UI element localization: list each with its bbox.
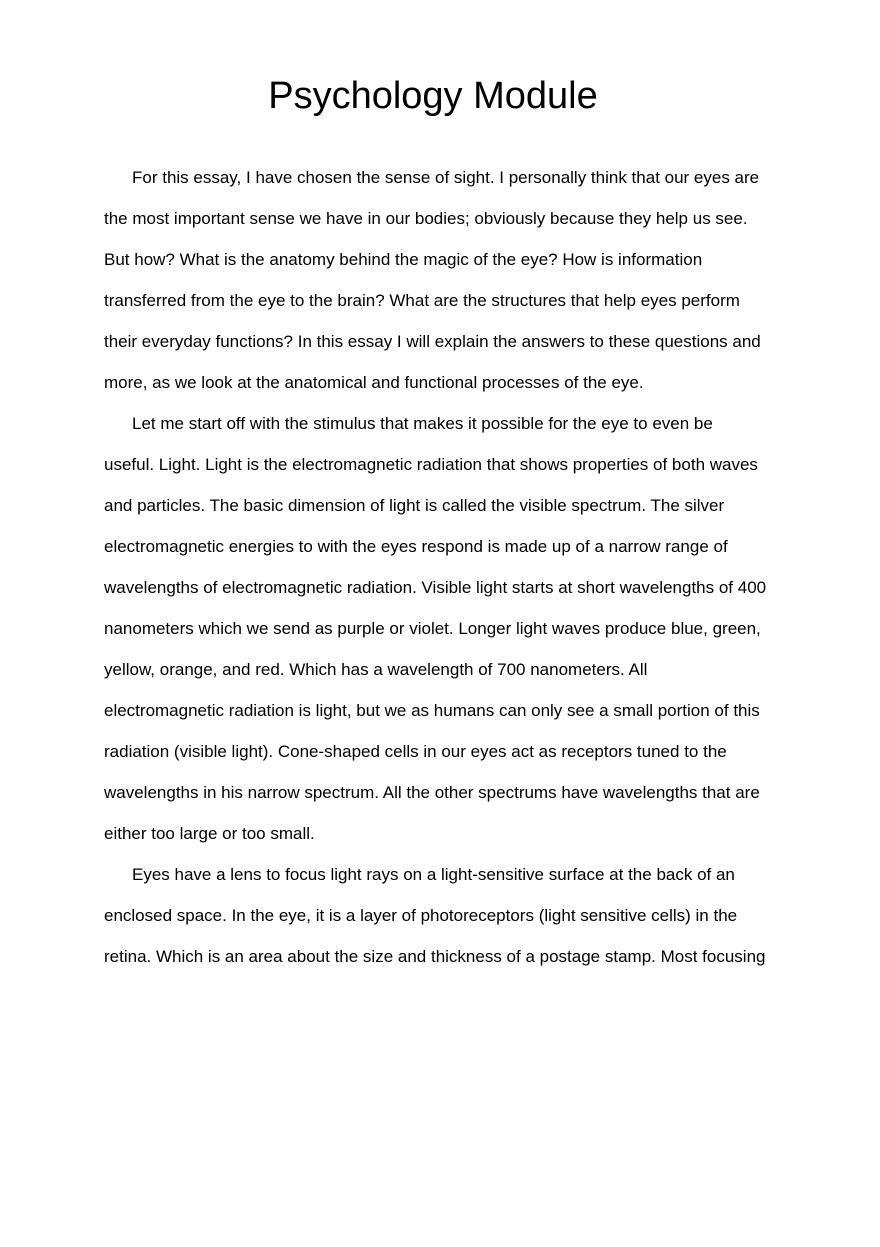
text-line: radiation (visible light). Cone-shaped cells in our eyes act as receptors tuned to the xyxy=(104,742,727,761)
page-title: Psychology Module xyxy=(268,75,598,117)
text-line: retina. Which is an area about the size and thickness of a postage stamp. Most focusing xyxy=(104,947,766,966)
text-line: more, as we look at the anatomical and functional processes of the eye. xyxy=(104,373,644,392)
text-line: Let me start off with the stimulus that makes it possible for the eye to even be xyxy=(132,414,713,433)
text-line: Eyes have a lens to focus light rays on a light-sensitive surface at the back of an xyxy=(132,865,735,884)
text-line: and particles. The basic dimension of light is called the visible spectrum. The silver xyxy=(104,496,725,515)
text-line: either too large or too small. xyxy=(104,824,315,843)
text-line: their everyday functions? In this essay I will explain the answers to these questions and xyxy=(104,332,761,351)
text-line: wavelengths in his narrow spectrum. All the other spectrums have wavelengths that are xyxy=(104,783,760,802)
paragraph-lens xyxy=(104,854,804,977)
text-line: electromagnetic energies to with the eyes respond is made up of a narrow range of xyxy=(104,537,728,556)
text-line: enclosed space. In the eye, it is a layer of photoreceptors (light sensitive cells) in the xyxy=(104,906,738,925)
text-line: the most important sense we have in our bodies; obviously because they help us see. xyxy=(104,209,748,228)
text-line: electromagnetic radiation is light, but we as humans can only see a small portion of this xyxy=(104,701,760,720)
text-line: But how? What is the anatomy behind the magic of the eye? How is information xyxy=(104,250,703,269)
text-line: wavelengths of electromagnetic radiation. Visible light starts at short wavelengths of 400 xyxy=(104,578,767,597)
essay-body xyxy=(104,157,804,977)
text-line: transferred from the eye to the brain? What are the structures that help eyes perform xyxy=(104,291,740,310)
text-line: yellow, orange, and red. Which has a wavelength of 700 nanometers. All xyxy=(104,660,648,679)
text-line: For this essay, I have chosen the sense of sight. I personally think that our eyes are xyxy=(132,168,760,187)
text-line: useful. Light. Light is the electromagnetic radiation that shows properties of both waves xyxy=(104,455,758,474)
paragraph-light xyxy=(104,403,804,854)
text-line: nanometers which we send as purple or violet. Longer light waves produce blue, green, xyxy=(104,619,761,638)
paragraph-intro xyxy=(104,157,804,403)
